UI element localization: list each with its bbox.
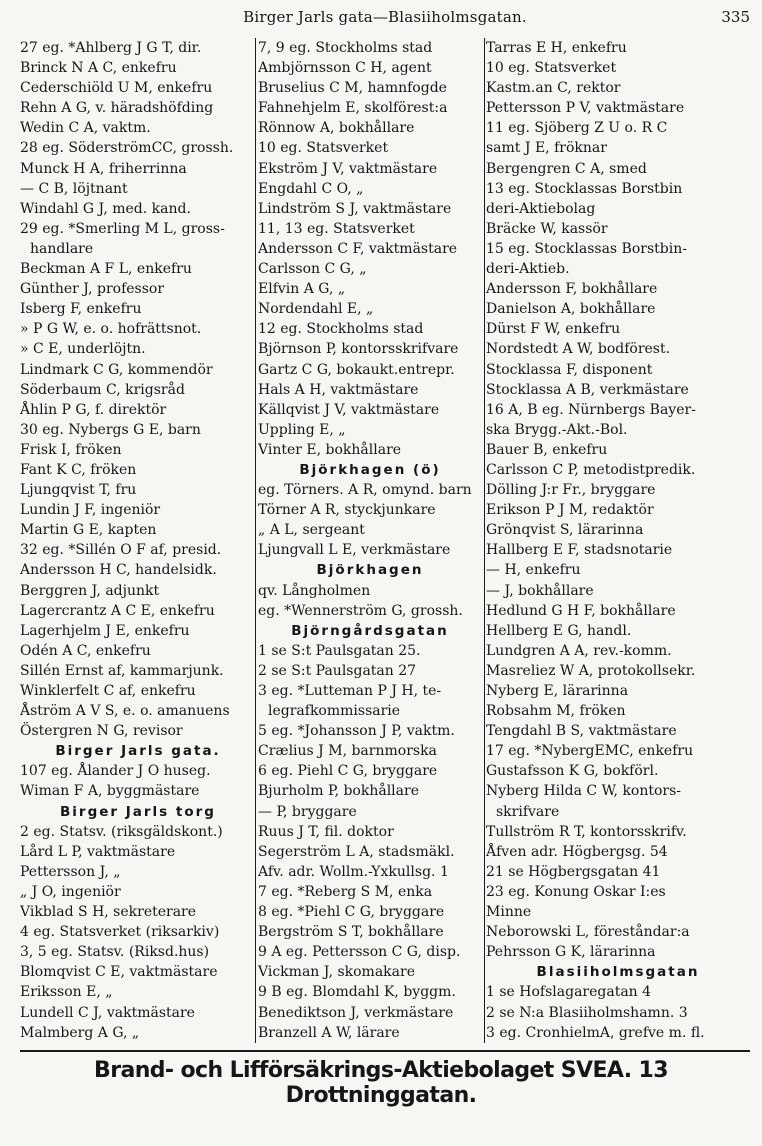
directory-entry: Rönnow A, bokhållare xyxy=(258,120,415,137)
directory-entry: Åfven adr. Högbergsg. 54 xyxy=(486,843,668,860)
directory-entry: 32 eg. *Sillén O F af, presid. xyxy=(20,542,222,559)
footer-divider xyxy=(20,1050,750,1052)
directory-entry: Uppling E, „ xyxy=(258,421,346,438)
directory-entry: Berggren J, adjunkt xyxy=(20,582,160,599)
directory-entry: Martin G E, kapten xyxy=(20,522,157,539)
directory-entry: Pettersson J, „ xyxy=(20,863,121,880)
directory-entry: Isberg F, enkefru xyxy=(20,301,142,318)
directory-entry: 21 se Högbergsgatan 41 xyxy=(486,863,661,880)
directory-entry: Lundgren A A, rev.-komm. xyxy=(486,642,672,659)
directory-entry: Minne xyxy=(486,904,532,921)
directory-entry: 107 eg. Ålander J O huseg. xyxy=(20,763,211,780)
directory-entry: Nordendahl E, „ xyxy=(258,301,374,318)
directory-entry: 10 eg. Statsverket xyxy=(486,60,617,77)
directory-entry: Masreliez W A, protokollsekr. xyxy=(486,662,696,679)
advertisement-footer: Brand- och Lifförsäkrings-Aktiebolaget SVEA. 13 Drottninggatan. xyxy=(94,1058,668,1108)
directory-entry: Bjurholm P, bokhållare xyxy=(258,783,419,800)
directory-entry: 11, 13 eg. Statsverket xyxy=(258,220,415,237)
directory-entry: Brinck N A C, enkefru xyxy=(20,60,177,77)
directory-entry: Bräcke W, kassör xyxy=(486,220,608,237)
directory-entry: Ruus J T, fil. doktor xyxy=(258,823,394,840)
directory-entry: Nordstedt A W, bodförest. xyxy=(486,341,671,358)
directory-entry: deri-Aktieb. xyxy=(486,261,570,278)
directory-entry: qv. Långholmen xyxy=(258,582,371,599)
directory-entry: Günther J, professor xyxy=(20,281,165,298)
directory-entry: Bruselius C M, hamnfogde xyxy=(258,80,447,97)
directory-entry: 23 eg. Konung Oskar I:es xyxy=(486,883,666,900)
directory-entry: 1 se S:t Paulsgatan 25. xyxy=(258,642,421,659)
directory-entry: Lagerhjelm J E, enkefru xyxy=(20,622,190,639)
directory-entry: Ljungqvist T, fru xyxy=(20,482,137,499)
directory-entry: 7, 9 eg. Stockholms stad xyxy=(258,40,433,56)
directory-entry: — J, bokhållare xyxy=(486,582,594,599)
directory-entry: Windahl G J, med. kand. xyxy=(20,200,191,217)
directory-entry: Erikson P J M, redaktör xyxy=(486,502,654,519)
page-header xyxy=(20,8,750,32)
directory-entry: legrafkommissarie xyxy=(268,703,401,720)
directory-entry: Branzell A W, lärare xyxy=(258,1024,400,1041)
directory-entry: Benediktson J, verkmästare xyxy=(258,1004,454,1021)
directory-entry: 5 eg. *Johansson J P, vaktm. xyxy=(258,723,455,740)
column-3 xyxy=(486,38,750,1043)
directory-entry: 3 eg. *Lutteman P J H, te- xyxy=(258,683,442,699)
directory-entry: Crælius J M, barnmorska xyxy=(258,743,437,760)
directory-entry: 17 eg. *NybergEMC, enkefru xyxy=(486,743,694,760)
directory-entry: Dölling J:r Fr., bryggare xyxy=(486,482,656,499)
directory-entry: 2 se N:a Blasiiholmshamn. 3 xyxy=(486,1004,688,1021)
directory-entry: Rehn A G, v. häradshöfding xyxy=(20,100,214,117)
directory-entry: Gartz C G, bokaukt.entrepr. xyxy=(258,361,455,378)
directory-entry: „ J O, ingeniör xyxy=(20,883,121,900)
directory-entry: Ljungvall L E, verkmästare xyxy=(258,542,451,559)
directory-entry: Fahnehjelm E, skolförest:a xyxy=(258,100,448,117)
directory-entry: Robsahm M, fröken xyxy=(486,703,626,720)
directory-entry: Gustafsson K G, bokförl. xyxy=(486,763,659,780)
directory-entry: Winklerfelt C af, enkefru xyxy=(20,683,196,699)
directory-entry: ska Brygg.-Akt.-Bol. xyxy=(486,421,628,438)
directory-entry: Nyberg Hilda C W, kontors- xyxy=(486,783,682,800)
directory-entry: 1 se Hofslagaregatan 4 xyxy=(486,984,652,1001)
directory-entry: „ A L, sergeant xyxy=(258,522,365,539)
directory-entry: 9 B eg. Blomdahl K, byggm. xyxy=(258,984,456,1001)
directory-entry: 16 A, B eg. Nürnbergs Bayer- xyxy=(486,401,696,418)
directory-entry: Andersson C F, vaktmästare xyxy=(258,240,458,257)
directory-entry: Odén A C, enkefru xyxy=(20,642,151,659)
directory-entry: Lindström S J, vaktmästare xyxy=(258,200,452,217)
street-heading: Björngårdsgatan xyxy=(291,622,449,639)
directory-entry: Dürst F W, enkefru xyxy=(486,321,621,338)
directory-entry: Wedin C A, vaktm. xyxy=(20,120,151,137)
directory-entry: Pettersson P V, vaktmästare xyxy=(486,100,685,117)
directory-entry: Lagercrantz A C E, enkefru xyxy=(20,602,215,619)
directory-entry: Afv. adr. Wollm.-Yxkullsg. 1 xyxy=(258,863,449,880)
directory-entry: Neborowski L, föreståndar:a xyxy=(486,924,690,941)
column-divider xyxy=(255,38,256,1043)
directory-entry: Carlsson C G, „ xyxy=(258,261,367,278)
directory-entry: handlare xyxy=(30,240,94,257)
directory-entry: — H, enkefru xyxy=(486,562,581,579)
directory-entry: Munck H A, friherrinna xyxy=(20,160,187,177)
column-1 xyxy=(20,38,256,1043)
directory-entry: Vikblad S H, sekreterare xyxy=(20,904,197,921)
directory-entry: Stocklassa A B, verkmästare xyxy=(486,381,689,398)
directory-entry: Grönqvist S, lärarinna xyxy=(486,522,644,539)
directory-entry: 4 eg. Statsverket (riksarkiv) xyxy=(20,924,220,941)
street-heading: Birger Jarls torg xyxy=(60,803,216,820)
directory-entry: Eriksson E, „ xyxy=(20,984,113,1001)
directory-entry: Malmberg A G, „ xyxy=(20,1024,140,1041)
directory-entry: Stocklassa F, disponent xyxy=(486,361,653,378)
directory-entry: Sillén Ernst af, kammarjunk. xyxy=(20,662,224,679)
directory-entry: Tarras E H, enkefru xyxy=(486,40,627,56)
directory-entry: — C B, löjtnant xyxy=(20,180,128,197)
directory-entry: Lundell C J, vaktmästare xyxy=(20,1004,195,1021)
directory-entry: Kastm.an C, rektor xyxy=(486,80,621,97)
directory-entry: Ekström J V, vaktmästare xyxy=(258,160,438,177)
directory-entry: Ambjörnsson C H, agent xyxy=(258,60,432,77)
directory-entry: Söderbaum C, krigsråd xyxy=(20,381,185,398)
directory-entry: 15 eg. Stocklassas Borstbin- xyxy=(486,240,687,257)
directory-entry: Frisk I, fröken xyxy=(20,441,122,458)
directory-entry: Andersson H C, handelsidk. xyxy=(20,562,217,579)
directory-entry: skrifvare xyxy=(496,803,560,820)
directory-entry: Hals A H, vaktmästare xyxy=(258,381,419,398)
directory-entry: 7 eg. *Reberg S M, enka xyxy=(258,883,433,900)
directory-entry: Blomqvist C E, vaktmästare xyxy=(20,964,218,981)
directory-entry: 2 se S:t Paulsgatan 27 xyxy=(258,662,417,679)
column-divider xyxy=(484,38,485,1043)
directory-entry: Tengdahl B S, vaktmästare xyxy=(486,723,677,740)
directory-entry: Andersson F, bokhållare xyxy=(486,281,658,298)
directory-entry: 13 eg. Stocklassas Borstbin xyxy=(486,180,683,197)
directory-entry: Bergström S T, bokhållare xyxy=(258,924,444,941)
directory-entry: Cederschiöld U M, enkefru xyxy=(20,80,213,97)
directory-entry: 28 eg. SöderströmCC, grossh. xyxy=(20,140,234,157)
directory-entry: Björnson P, kontorsskrifvare xyxy=(258,341,459,358)
directory-entry: Elfvin A G, „ xyxy=(258,281,346,298)
directory-entry: Tullström R T, kontorsskrifv. xyxy=(486,823,687,840)
directory-entry: 6 eg. Piehl C G, bryggare xyxy=(258,763,438,780)
directory-entry: 3, 5 eg. Statsv. (Riksd.hus) xyxy=(20,944,210,961)
directory-entry: Östergren N G, revisor xyxy=(20,723,183,740)
directory-entry: 8 eg. *Piehl C G, bryggare xyxy=(258,904,445,921)
directory-entry: eg. *Wennerström G, grossh. xyxy=(258,602,463,619)
directory-entry: Hellberg E G, handl. xyxy=(486,622,632,639)
directory-entry: Lård L P, vaktmästare xyxy=(20,843,176,860)
street-heading: Björkhagen xyxy=(316,562,424,579)
column-2 xyxy=(258,38,482,1043)
directory-entry: Lundin J F, ingeniör xyxy=(20,502,161,519)
directory-entry: Carlsson C P, metodistpredik. xyxy=(486,461,696,478)
directory-entry: Wiman F A, byggmästare xyxy=(20,783,200,800)
street-heading: Björkhagen (ö) xyxy=(299,461,441,478)
directory-entry: 9 A eg. Pettersson C G, disp. xyxy=(258,944,461,961)
page-title: Birger Jarls gata—Blasiiholmsgatan. xyxy=(243,8,527,26)
directory-entry: 29 eg. *Smerling M L, gross- xyxy=(20,220,225,237)
directory-entry: Åhlin P G, f. direktör xyxy=(20,401,167,418)
directory-entry: Lindmark C G, kommendör xyxy=(20,361,213,378)
directory-entry: 11 eg. Sjöberg Z U o. R C xyxy=(486,120,668,137)
directory-entry: 2 eg. Statsv. (riksgäldskont.) xyxy=(20,823,223,840)
directory-entry: samt J E, fröknar xyxy=(486,140,607,157)
directory-entry: 12 eg. Stockholms stad xyxy=(258,321,424,338)
directory-entry: Bauer B, enkefru xyxy=(486,441,608,458)
directory-entry: Bergengren C A, smed xyxy=(486,160,647,177)
directory-entry: Hedlund G H F, bokhållare xyxy=(486,602,676,619)
directory-entry: Danielson A, bokhållare xyxy=(486,301,656,318)
directory-entry: » P G W, e. o. hofrättsnot. xyxy=(20,321,202,338)
directory-entry: Vinter E, bokhållare xyxy=(258,441,402,458)
directory-entry: 27 eg. *Ahlberg J G T, dir. xyxy=(20,40,202,56)
directory-entry: Segerström L A, stadsmäkl. xyxy=(258,843,455,860)
directory-entry: Beckman A F L, enkefru xyxy=(20,261,192,278)
directory-entry: Fant K C, fröken xyxy=(20,461,137,478)
directory-entry: Nyberg E, lärarinna xyxy=(486,683,629,699)
directory-entry: » C E, underlöjtn. xyxy=(20,341,146,358)
directory-entry: — P, bryggare xyxy=(258,803,357,820)
directory-entry: eg. Törners. A R, omynd. barn xyxy=(258,482,472,499)
directory-entry: 10 eg. Statsverket xyxy=(258,140,389,157)
directory-entry: Källqvist J V, vaktmästare xyxy=(258,401,440,418)
directory-entry: Törner A R, styckjunkare xyxy=(258,502,436,519)
directory-entry: 3 eg. CronhielmA, grefve m. fl. xyxy=(486,1024,705,1041)
page-number: 335 xyxy=(721,8,750,26)
directory-entry: Pehrsson G K, lärarinna xyxy=(486,944,656,961)
directory-entry: 30 eg. Nybergs G E, barn xyxy=(20,421,201,438)
directory-entry: deri-Aktiebolag xyxy=(486,200,596,217)
street-heading: Blasiiholmsgatan xyxy=(536,964,700,981)
directory-entry: Engdahl C O, „ xyxy=(258,180,364,197)
directory-entry: Åström A V S, e. o. amanuens xyxy=(20,703,230,720)
street-heading: Birger Jarls gata. xyxy=(55,743,221,760)
directory-entry: Hallberg E F, stadsnotarie xyxy=(486,542,673,559)
directory-columns xyxy=(20,38,750,1043)
directory-entry: Vickman J, skomakare xyxy=(258,964,415,981)
